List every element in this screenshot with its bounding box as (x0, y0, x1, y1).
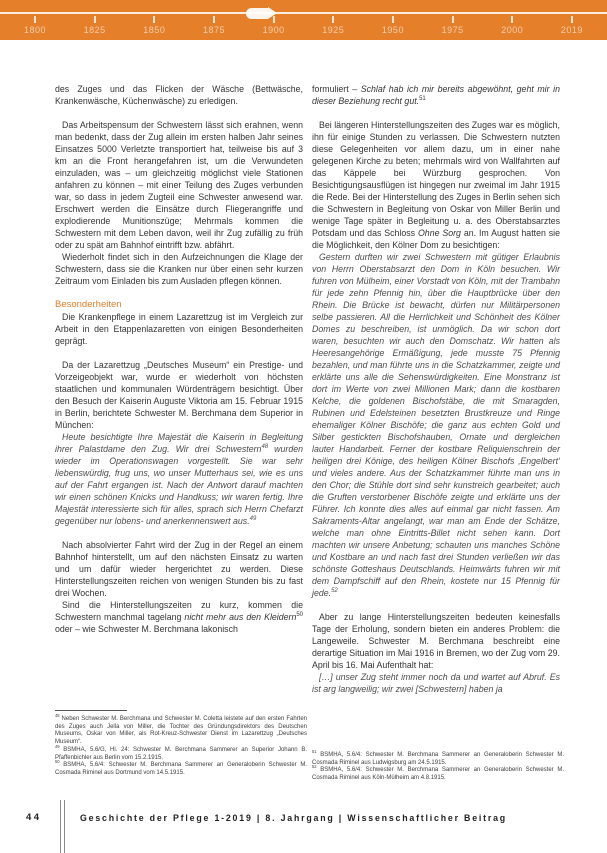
footnote: $^{49}$ BSMHA, 5.6/G, Hl. 24: Schwester M. Berchmana Sammerer an Superior Johann B. Pfaffenbichler aus Berlin vom 15.2.1915. (55, 743, 307, 761)
footer-journal-line: Geschichte der Pflege 1-2019 | 8. Jahrgang | Wissenschaftlicher Beitrag (80, 813, 507, 823)
timeline-tick (452, 16, 454, 23)
section-heading: Besonderheiten (55, 299, 122, 310)
article-right-column (312, 83, 560, 695)
timeline-year-1800 (12, 0, 58, 40)
paragraph: Nach absolvierter Fahrt wird der Zug in der Regel an einem Bahnhof hinterstellt, um auf den nächsten Einsatz zu warten und um dafür wieder hergerichtet zu werden. Diese Hinterstellungszeiten reichen von wenigen Stunden bis zu fast drei Wochen. (55, 540, 303, 598)
marker-body (246, 8, 268, 19)
footnote: $^{52}$ BSMHA, 5.6/4: Schwester M. Berchmana Sammerer an Generaloberin Schwester M. Cosmada Riminel aus Köln-Mülheim am 4.8.1915. (312, 764, 564, 782)
paragraph: Sind die Hinterstellungszeiten zu kurz, kommen die Schwestern manchmal tagelang nicht mehr aus den Kleidern$^{50}$ oder – wie Schwester M. Berchmana lakonisch (55, 600, 303, 634)
paragraph: Die Krankenpflege in einem Lazarettzug ist im Vergleich zur Arbeit in den Etappenlazaretten von einigen Besonderheiten geprägt. (55, 312, 303, 346)
footnote: $^{48}$ Neben Schwester M. Berchmana und Schwester M. Coletta leistete auf den ersten Fahrten des Zuges auch Jella von Miller, die Tochter des Gründungsdirektors des Deutschen Museums, Oskar von Miller, als Rot-Kreuz-Schwester Dienst im Lazarettzug „Deutsches Museum“. (55, 713, 307, 746)
timeline-year-1900 (251, 0, 297, 40)
footer-page-number: 44 (26, 812, 42, 823)
footnote-reference: 48 (55, 713, 60, 718)
footnote: $^{51}$ BSMHA, 5.6/4: Schwester M. Berchmana Sammerer an Generaloberin Schwester M. Cosmada Riminel aus Ludwigsburg am 24.5.1915. (312, 749, 564, 766)
timeline-tick (213, 16, 215, 23)
timeline-year-1850 (131, 0, 177, 40)
paragraph: Bei längeren Hinterstellungszeiten des Zuges war es möglich, ihn für einige Stunden zu verlassen. Die Schwestern nutzten diese Gelegenheiten vor allem dazu, um in einer nahe gelegenen Kirche zu beten; mehrmals wird von Wallfahrten auf das Käppele bei Würzburg gesprochen. Von Besichtigungsausflügen ist hingegen nur zweimal im Jahr 1915 die Rede. Bei der Hinterstellung des Zuges in Berlin sehen sich die Schwestern in Begleitung von Oskar von Miller Berlin und wenige Tage später in Begleitung u. a. des Oberstabsarztes Potsdam und das Schloss Ohne Sorg an. Im August hatten sie die Möglichkeit, den Kölner Dom zu besichtigen: (312, 120, 561, 250)
paragraph: Das Arbeitspensum der Schwestern lässt sich erahnen, wenn man bedenkt, dass der Zug allein im ersten halben Jahr seines Einsatzes 5000 Verletzte transportiert hat, teilweise bis auf 3 km an die Front herangefahren ist, um die Verwundeten einzuladen, was – um gleichzeitig möglichst viele Stationen anfahren zu können – mit einer Teilung des Zuges verbunden war, so dass in jedem Zugteil eine Schwester anwesend war. Erschwert werden die Einsätze durch Fliegerangriffe und explodierende Munitionszüge; Mehrmals kommen die Schwestern mit dem Leben davon, weil ihr Zug zufällig zu früh oder zu spät am Bahnhof eintrifft bzw. abfährt. (55, 120, 303, 250)
timeline-year-1825 (72, 0, 118, 40)
timeline-tick (94, 16, 96, 23)
timeline-year-label: 1900 (262, 25, 285, 35)
timeline-year-2019 (549, 0, 595, 40)
footnotes-right (312, 749, 564, 783)
marker-arrow-tip (268, 7, 277, 19)
timeline-year-1875 (191, 0, 237, 40)
timeline-year-1975 (430, 0, 476, 40)
footnote-reference: 52 (331, 588, 338, 595)
timeline-year-label: 1850 (143, 25, 166, 35)
paragraph: […] unser Zug steht immer noch da und wartet auf Abruf. Es ist arg langweilig; wir zwei [Schwestern] haben ja (312, 672, 560, 694)
timeline-tick (153, 16, 155, 23)
paragraph: formuliert – Schlaf hab ich mir bereits abgewöhnt, geht mir in dieser Beziehung recht gut.$^{51}$ (312, 84, 560, 106)
timeline-years (12, 0, 595, 40)
timeline-tick (511, 16, 513, 23)
timeline-tick (332, 16, 334, 23)
footnote-reference: 49 (249, 516, 257, 523)
timeline-year-label: 1950 (381, 25, 404, 35)
timeline-tick (34, 16, 36, 23)
paragraph: Wiederholt findet sich in den Aufzeichnungen die Klage der Schwestern, dass sie die Kranken nur über einen sehr kurzen Zeitraum vom Einladen bis zum Ausladen pflegen können. (55, 252, 303, 286)
timeline-year-label: 1825 (83, 25, 106, 35)
article-body (55, 83, 560, 695)
timeline-year-label: 1975 (441, 25, 464, 35)
timeline-year-1950 (370, 0, 416, 40)
footnote-separator (55, 710, 127, 711)
timeline-tick (392, 16, 394, 23)
footnote-reference: 50 (55, 759, 60, 765)
article-left-column (55, 83, 303, 695)
paragraph: Aber zu lange Hinterstellungszeiten bedeuten keinesfalls Tage der Erholung, sondern bieten ein anderes Problem: die Langeweile. Schwester M. Berchmana beschreibt eine derartige Situation im Mai 1916 in Bremen, wo der Zug vom 29. April bis 16. Mai Aufenthalt hat: (312, 612, 560, 670)
timeline-year-label: 1925 (322, 25, 345, 35)
timeline-year-label: 2019 (560, 25, 583, 35)
paragraph: Da der Lazarettzug „Deutsches Museum“ ein Prestige- und Vorzeigeobjekt war, wurde er wiederholt von höchsten staatlichen und kommunalen Würdenträgern besichtigt. Über den Besuch der Kaiserin Auguste Viktoria am 15. Februar 1915 in Berlin, berichtete Schwester M. Berchmana dem Superior in München: (55, 360, 303, 430)
timeline-year-2000 (489, 0, 535, 40)
footnote-reference: 51 (419, 96, 426, 103)
footnote: $^{50}$ BSMHA, 5.6/4: Schwester M. Berchmana Sammerer an Generaloberin Schwester M. Cosmada Riminel aus Dortmund vom 14.5.1915. (55, 759, 307, 776)
timeline-year-label: 1875 (202, 25, 225, 35)
paragraph: des Zuges und das Flicken der Wäsche (Bettwäsche, Krankenwäsche, Küchenwäsche) zu erledigen. (55, 84, 303, 106)
footnote-reference: 51 (312, 749, 317, 754)
timeline-position-marker-icon (246, 7, 277, 19)
footnote-reference: 48 (261, 444, 269, 451)
footnotes-left (55, 713, 307, 778)
footnote-reference: 52 (312, 764, 317, 770)
timeline-year-1925 (310, 0, 356, 40)
footnote-reference: 49 (55, 743, 60, 749)
footer-divider (60, 800, 65, 853)
footnote-reference: 50 (296, 612, 303, 619)
paragraph: Heute besichtigte Ihre Majestät die Kaiserin in Begleitung ihrer Palastdame den Zug. Wir drei Schwestern$^{48}$ wurden wieder im Operationswagen vorgestellt. Sie war sehr liebenswürdig, frug uns, wo unser Mutterhaus sei, wie es uns auf der Fahrt ergangen ist. Nach der Antwort darauf machten wir einen schönen Knicks und Handkuss; wir waren fertig. Ihre Majestät interessierte sich für alles, sprach sich Herrn Chefarzt gegenüber nur lobens- und anerkennenswert aus.$^{49}$ (55, 432, 303, 526)
timeline-tick (571, 16, 573, 23)
timeline-year-label: 2000 (501, 25, 524, 35)
timeline-band (0, 0, 607, 40)
timeline-year-label: 1800 (23, 25, 47, 35)
paragraph: Gestern durften wir zwei Schwestern mit gütiger Erlaubnis von Herrn Oberstabsarzt den Dom in Köln besuchen. Wir fuhren von Mülheim, einer Vorstadt von Köln, mit der Trambahn für jede zehn Pfennig hin, über die Hauptbrücke über den Rhein. Die Brücke ist bewacht, dürfen nur Militärpersonen selbe passieren. All die Herrlichkeit und Schönheit des Kölner Domes zu beschreiben, ist unmöglich. Da wir schon dort waren, besuchten wir auch den Domschatz. Wir hatten als Heeresangehörige Ermäßigung, jede musste 75 Pfennig bezahlen, und man führte uns in die Schatzkammer, zeigte und erklärte uns alle die Sehenswürdigkeiten. Eine Monstranz ist dort im Werte von zwei Millionen Mark; dann die kostbaren Kelche, die goldenen Bischofstäbe, die mit Smaragden, Rubinen und Edelsteinen besetzten Brustkreuze und Ringe ehemaliger Kölner Bischöfe; die ganz aus echten Gold und Silber gestickten Bischofshauben, Ornate und dergleichen lauter Handarbeit. Ferner der kostbare Reliquienschrein der heiligen drei Könige, des heiligen Kölner Bischofs ‚Engelbert‘ und vieles andere. Aus der Schatzkammer führte man uns in den Chor; die Stühle dort sind sehr kunstreich gearbeitet; auch die Gruften verstorbener Bischöfe zeigte und erklärte uns der Führer. Ich konnte dies alles auf einmal gar nicht fassen. Am Sakraments-Altar angelangt, war man am Ende der Schätze, welche man ohne Eintritts-Billet nicht sehen kann. Dort machten wir unsere Anbetung; schauten uns manches Schöne und Kostbare an und nach fast drei Stunden verließen wir das schönste Gotteshaus Deutschlands. Heimwärts fuhren wir mit dem Dampfschiff auf den Rhein, kostete nur 15 Pfennig für jede.$^{52}$ (312, 252, 560, 598)
